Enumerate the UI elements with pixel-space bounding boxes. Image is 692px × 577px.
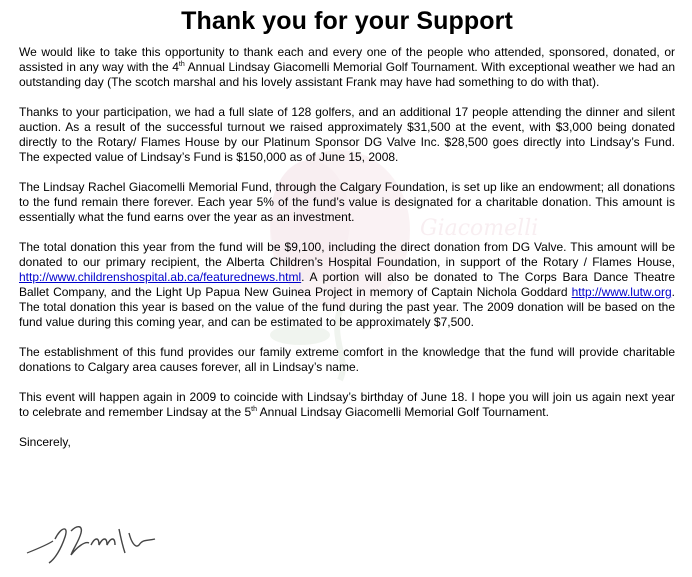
childrens-hospital-link[interactable]: http://www.childrenshospital.ab.ca/featurednews.html [19, 270, 302, 284]
closing-sincerely: Sincerely, [19, 435, 71, 449]
page-title: Thank you for your Support [181, 7, 513, 35]
lutw-link[interactable]: http://www.lutw.org [571, 285, 672, 299]
paragraph-results: Thanks to your participation, we had a full slate of 128 golfers, and an additional 17 people attending the dinner and silent auction. As a result of the successful turnout we raised approximately $31,500 at the event, with $3,000 being donated directly to the Rotary/ Flames House by our Platinum Sponsor DG Valve Inc. $28,500 goes directly into Lindsay’s Fund. The expected value of Lindsay’s Fund is $150,000 as of June 15, 2008. [19, 105, 675, 164]
paragraph-thanks: We would like to take this opportunity to thank each and every one of the people who attended, sponsored, donated, or assisted in any way with the 4th Annual Lindsay Giacomelli Memorial Golf Tournament. With exceptional weather we had an outstanding day (The scotch marshal and his lovely assistant Frank may have had something to do with that). [19, 45, 675, 89]
paragraph-establishment: The establishment of this fund provides our family extreme comfort in the knowledge that the fund will provide charitable donations to Calgary area causes forever, all in Lindsay’s name. [19, 345, 675, 374]
letter-body [19, 6, 675, 450]
paragraph-donation: The total donation this year from the fund will be $9,100, including the direct donation from DG Valve. This amount will be donated to our primary recipient, the Alberta Children’s Hospital Foundation, in support of the Rotary / Flames House, http://www.childrenshospital.ab.ca/featurednews.html. A portion will also be donated to The Corps Bara Dance Theatre Ballet Company, and the Light Up Papua New Guinea Project in memory of Captain Nichola Goddard http://www.lutw.org. The total donation this year is based on the value of the fund during the past year. The 2009 donation will be based on the fund value during this coming year, and can be estimated to be approximately $7,500. [19, 240, 675, 329]
paragraph-fund: The Lindsay Rachel Giacomelli Memorial Fund, through the Calgary Foundation, is set up like an endowment; all donations to the fund remain there forever. Each year 5% of the fund’s value is designated for a charitable donation. This amount is essentially what the fund earns over the year as an investment. [19, 180, 675, 224]
handwritten-signature [25, 519, 165, 565]
paragraph-next-event: This event will happen again in 2009 to coincide with Lindsay’s birthday of June 18. I hope you will join us again next year to celebrate and remember Lindsay at the 5th Annual Lindsay Giacomelli Memorial Golf Tournament. [19, 390, 675, 419]
svg-text:Giacomelli: Giacomelli [420, 216, 539, 241]
